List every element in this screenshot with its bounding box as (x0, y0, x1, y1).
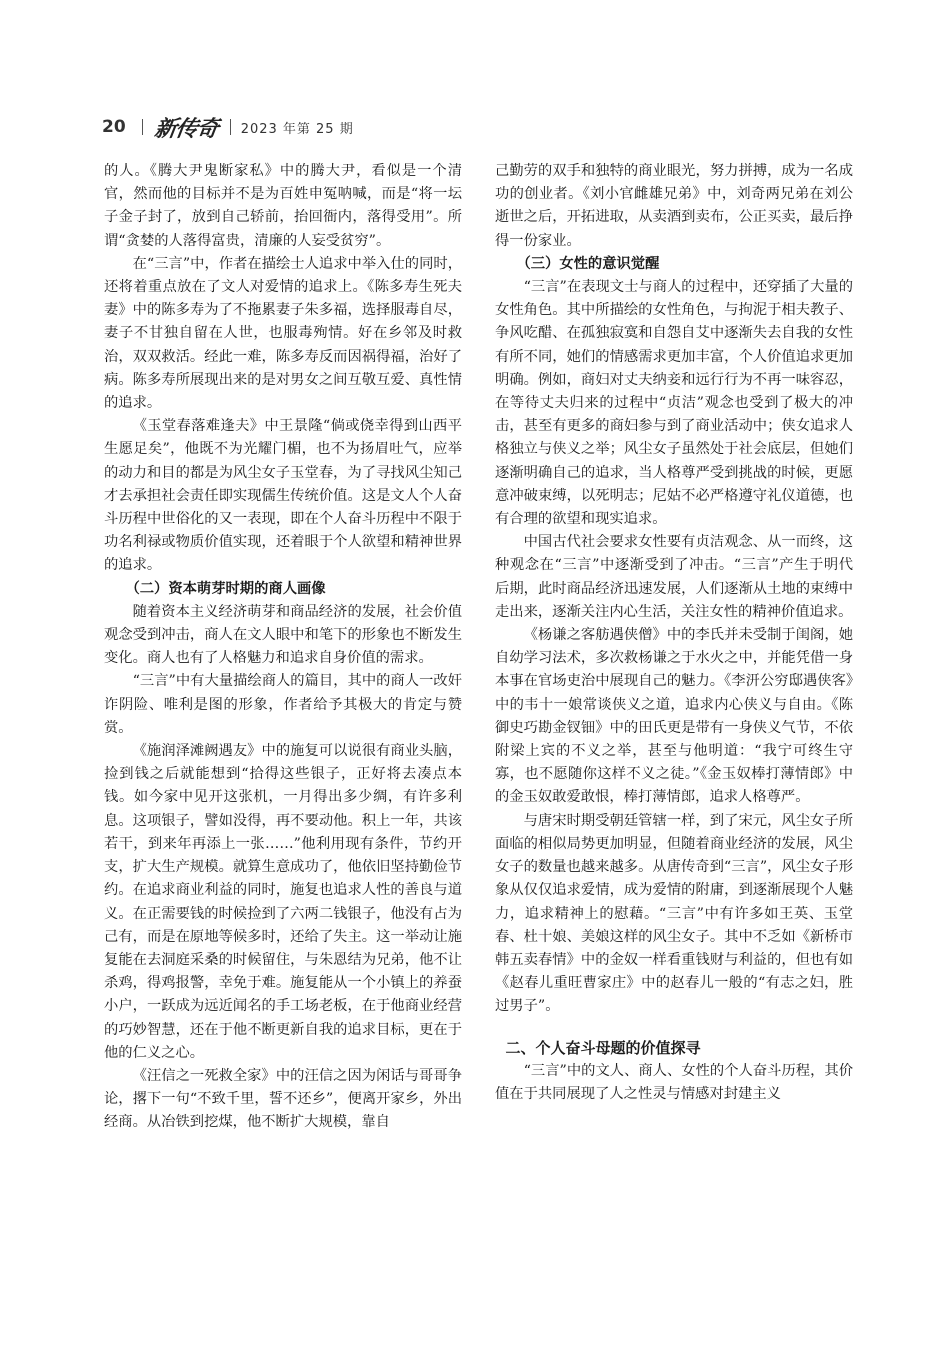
paragraph: 《玉堂春落难逢夫》中王景隆“倘或侥幸得到山西平生愿足矣”，他既不为光耀门楣，也不为扬眉吐气，应举的动力和目的都是为风尘女子玉堂春，为了寻找风尘知己才去承担社会责任即实现儒生传统价值。这是文人个人奋斗历程中世俗化的又一表现，即在个人奋斗历程中不限于功名利禄或物质价值实现，还着眼于个人欲望和精神世界的追求。 (104, 418, 462, 574)
magazine-logo: 新传奇 (152, 115, 220, 142)
section-heading-merchants: （二）资本萌芽时期的商人画像 (125, 580, 326, 597)
paragraph: 中国古代社会要求女性要有贞洁观念、从一而终，这种观念在“三言”中逐渐受到了冲击。“三言”产生于明代后期，此时商品经济迅速发展，人们逐渐从土地的束缚中走出来，逐渐关注内心生活，关注女性的精神价值追求。 (495, 534, 853, 620)
paragraph: 己勤劳的双手和独特的商业眼光，努力拼搏，成为一名成功的创业者。《刘小官雌雄兄弟》中，刘奇两兄弟在刘公逝世之后，开拓进取，从卖酒到卖布，公正买卖，最后挣得一份家业。 (495, 163, 853, 249)
section-heading-women: （三）女性的意识觉醒 (516, 255, 660, 272)
paragraph: 《杨谦之客舫遇侠僧》中的李氏并未受制于闺阁，她自幼学习法术，多次救杨谦之于水火之中，并能凭借一身本事在官场吏治中展现自己的魅力。《李汧公穷邸遇侠客》中的韦十一娘常谈侠义之道，追求内心侠义与自由。《陈御史巧勘金钗钿》中的田氏更是带有一身侠义气节，不依附梁上宾的不义之举，甚至与他明道：“我宁可终生守寡，也不愿随你这样不义之徒。”《金玉奴棒打薄情郎》中的金玉奴敢爱敢恨，棒打薄情郎，追求人格尊严。 (495, 627, 853, 806)
paragraph: “三言”在表现文士与商人的过程中，还穿插了大量的女性角色。其中所描绘的女性角色，与拘泥于相夫教子、争风吃醋、在孤独寂寞和自怨自艾中逐渐失去自我的女性有所不同，她们的情感需求更加丰富，个人价值追求更加明确。例如，商妇对丈夫纳妾和远行行为不再一味容忍，在等待丈夫归来的过程中“贞洁”观念也受到了极大的冲击，甚至有更多的商妇参与到了商业活动中；侠女追求人格独立与侠义之举；风尘女子虽然处于社会底层，但她们逐渐明确自己的追求，当人格尊严受到挑战的时候，更愿意冲破束缚，以死明志；尼姑不必严格遵守礼仪道德，也有合理的欲望和现实追求。 (495, 279, 853, 528)
paragraph: 随着资本主义经济萌芽和商品经济的发展，社会价值观念受到冲击，商人在文人眼中和笔下的形象也不断发生变化。商人也有了人格魅力和追求自身价值的需求。 (104, 603, 462, 667)
paragraph: “三言”中有大量描绘商人的篇目，其中的商人一改奸诈阴险、唯利是图的形象，作者给予其极大的肯定与赞赏。 (104, 673, 462, 736)
paragraph: 的人。《腾大尹鬼断家私》中的腾大尹，看似是一个清官，然而他的目标并不是为百姓申冤呐喊，而是“将一坛子金子封了，放到自己轿前，抬回衙内，落得受用”。所谓“贪婪的人落得富贵，清廉的人妄受贫穷”。 (104, 163, 462, 249)
page-number: 20 (102, 117, 126, 137)
header-divider (142, 119, 143, 135)
paragraph: “三言”中的文人、商人、女性的个人奋斗历程，其价值在于共同展现了人之性灵与情感对封建主义 (495, 1062, 853, 1102)
header-divider (230, 119, 231, 135)
paragraph: 在“三言”中，作者在描绘士人追求中举入仕的同时，还将着重点放在了文人对爱情的追求上。《陈多寿生死夫妻》中的陈多寿为了不拖累妻子朱多福，选择服毒自尽，妻子不甘独自留在人世，也服毒殉情。好在乡邻及时救治，双双救活。经此一难，陈多寿反而因祸得福，治好了病。陈多寿所展现出来的是对男女之间互敬互爱、真性情的追求。 (104, 255, 462, 412)
section-heading-values: 二、个人奋斗母题的价值探寻 (505, 1038, 701, 1057)
left-column (104, 160, 462, 1135)
right-column (495, 160, 853, 1106)
paragraph: 与唐宋时期受朝廷管辖一样，到了宋元，风尘女子所面临的相似局势更加明显，但随着商业经济的发展，风尘女子的数量也越来越多。从唐传奇到“三言”，风尘女子形象从仅仅追求爱情，成为爱情的附庸，到逐渐展现个人魅力，追求精神上的慰藉。“三言”中有许多如王英、玉堂春、杜十娘、美娘这样的风尘女子。其中不乏如《新桥市韩五卖春情》中的金奴一样看重钱财与利益的，但也有如《赵春儿重旺曹家庄》中的赵春儿一般的“有志之妇，胜过男子”。 (495, 812, 853, 1015)
paragraph: 《施润泽滩阙遇友》中的施复可以说很有商业头脑，捡到钱之后就能想到“拾得这些银子，正好将去凑点本钱。如今家中见开这张机，一月得出多少绸，有许多利息。这项银子，譬如没得，再不要动他。积上一年，共该若干，到来年再添上一张……”他利用现有条件，节约开支，扩大生产规模。就算生意成功了，他依旧坚持勤俭节约。在追求商业利益的同时，施复也追求人性的善良与道义。在正需要钱的时候捡到了六两二钱银子，他没有占为己有，而是在原地等候多时，还给了失主。这一举动让施复能在去洞庭采桑的时候留住，与朱恩结为兄弟，他不让杀鸡，得鸡报警，幸免于难。施复能从一个小镇上的养蚕小户，一跃成为远近闻名的手工场老板，在于他商业经营的巧妙智慧，还在于他不断更新自我的追求目标，更在于他的仁义之心。 (104, 743, 462, 1061)
paragraph: 《汪信之一死救全家》中的汪信之因为闲话与哥哥争论，撂下一句“不致千里，誓不还乡”，便离开家乡，外出经商。从冶铁到挖煤，他不断扩大规模，靠自 (104, 1067, 462, 1131)
issue-label: 2023 年第 25 期 (240, 121, 354, 137)
page-header (102, 110, 354, 144)
